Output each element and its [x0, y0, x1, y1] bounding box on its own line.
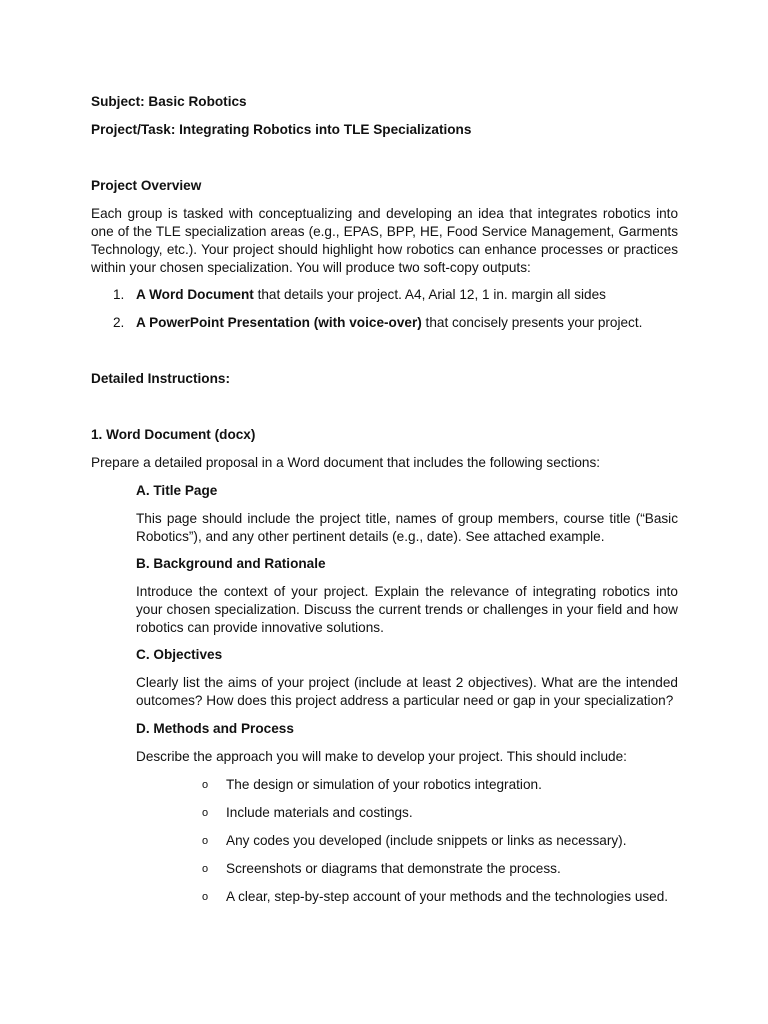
bullet-marker: o	[202, 807, 209, 819]
section-methods-body: Describe the approach you will make to develop your project. This should include:	[136, 749, 627, 764]
word-doc-heading: 1. Word Document (docx)	[91, 427, 256, 442]
section-background-body: Introduce the context of your project. Explain the relevance of integrating robotics into your chosen specialization. Discuss the current trends or challenges in your field and how robotics can provide innovative solutions.	[136, 584, 678, 635]
output-item-2	[0, 314, 768, 332]
methods-bullet-2	[0, 804, 768, 822]
bullet-text: A clear, step-by-step account of your methods and the technologies used.	[226, 889, 669, 904]
bullet-text: The design or simulation of your robotics integration.	[226, 777, 542, 792]
section-title-page-heading: A. Title Page	[136, 483, 218, 498]
output-text	[136, 286, 606, 304]
output-description: that concisely presents your project.	[421, 315, 643, 330]
methods-bullet-4	[0, 860, 768, 878]
section-objectives-heading: C. Objectives	[136, 647, 223, 662]
bullet-text: Any codes you developed (include snippets or links as necessary).	[226, 833, 627, 848]
overview-heading: Project Overview	[91, 178, 202, 193]
section-background-heading: B. Background and Rationale	[136, 556, 326, 571]
project-task-line: Project/Task: Integrating Robotics into TLE Specializations	[91, 122, 472, 137]
output-number: 2.	[113, 315, 125, 330]
methods-bullet-5	[0, 888, 768, 906]
bullet-marker: o	[202, 835, 209, 847]
output-item-1	[0, 286, 768, 304]
output-description: that details your project. A4, Arial 12, 1 in. margin all sides	[253, 287, 606, 302]
section-methods-heading: D. Methods and Process	[136, 721, 294, 736]
section-objectives-body: Clearly list the aims of your project (include at least 2 objectives). What are the intended outcomes? How does this project address a particular need or gap in your specialization?	[136, 675, 678, 708]
bullet-marker: o	[202, 779, 209, 791]
bullet-text: Include materials and costings.	[226, 805, 413, 820]
output-title: A PowerPoint Presentation (with voice-over)	[136, 315, 422, 330]
methods-bullet-1	[0, 776, 768, 794]
overview-paragraph: Each group is tasked with conceptualizing and developing an idea that integrates robotics into one of the TLE specialization areas (e.g., EPAS, BPP, HE, Food Service Management, Garments Technology, etc.). Your project should highlight how robotics can enhance processes or practices within your chosen specialization. You will produce two soft-copy outputs:	[91, 206, 678, 275]
subject-line: Subject: Basic Robotics	[91, 94, 247, 109]
methods-bullet-3	[0, 832, 768, 850]
output-title: A Word Document	[136, 287, 254, 302]
output-number: 1.	[113, 287, 125, 302]
bullet-marker: o	[202, 891, 209, 903]
instructions-heading: Detailed Instructions:	[91, 371, 230, 386]
section-title-page-body: This page should include the project title, names of group members, course title (“Basic Robotics”), and any other pertinent details (e.g., date). See attached example.	[136, 511, 678, 544]
bullet-text: Screenshots or diagrams that demonstrate the process.	[226, 861, 561, 876]
word-doc-intro: Prepare a detailed proposal in a Word document that includes the following sections:	[91, 455, 601, 470]
bullet-marker: o	[202, 863, 209, 875]
output-text	[136, 314, 642, 332]
